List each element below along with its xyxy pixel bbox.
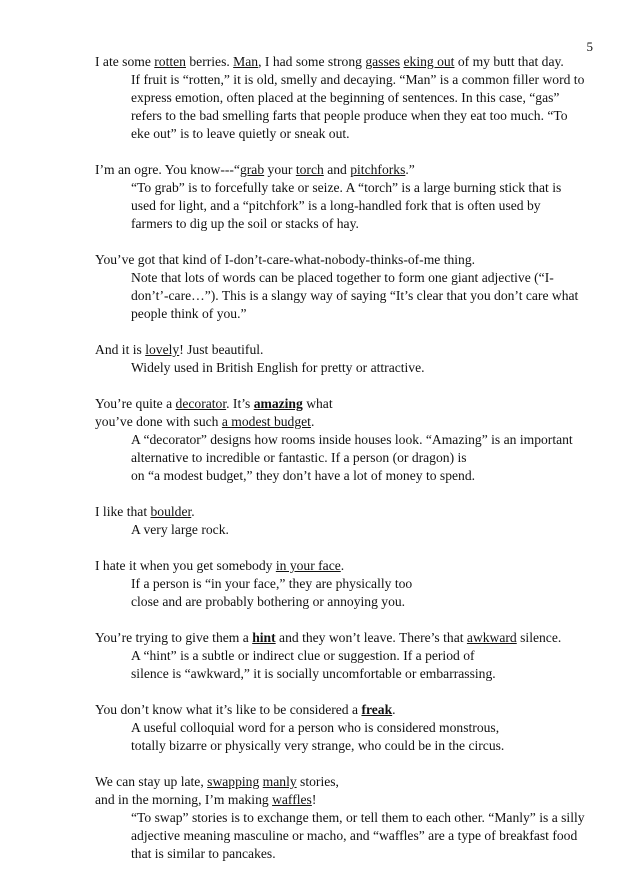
vocabulary-term: waffles [272,792,312,807]
explanation-line: alternative to incredible or fantastic. If a person (or dragon) is [131,450,467,465]
vocabulary-term-bold: amazing [253,396,303,411]
quote-line [95,629,600,647]
vocabulary-entry [95,773,600,863]
quote-text: of my butt that day. [454,54,564,69]
quote-line [95,161,600,179]
quote-text: and [323,162,351,177]
explanation-line: don’t’-care…”). This is a slangy way of saying “It’s clear that you don’t care what [131,288,579,303]
explanation-line: A useful colloquial word for a person who is considered monstrous, [131,720,500,735]
explanation-line: A “hint” is a subtle or indirect clue or suggestion. If a period of [131,648,475,663]
quote-line [95,413,600,431]
vocabulary-entry [95,557,600,611]
quote-text: ! [311,792,317,807]
quote-text: You’ve got that kind of I-don’t-care-what-nobody-thinks-of-me thing. [95,252,476,267]
explanation-line: A “decorator” designs how rooms inside houses look. “Amazing” is an important [131,432,573,447]
explanation-line: “To grab” is to forcefully take or seize. A “torch” is a large burning stick that is [131,180,562,195]
quote-text: what [302,396,333,411]
explanation-line: that is similar to pancakes. [131,846,276,861]
explanation-line: refers to the bad smelling farts that people produce when they eat too much. “To [131,108,568,123]
vocabulary-term: grab [239,162,265,177]
quote-text: you’ve done with such [95,414,222,429]
explanation-line: used for light, and a “pitchfork” is a long-handled fork that is often used by [131,198,541,213]
vocabulary-term: lovely [145,342,180,357]
vocabulary-entry [95,53,600,143]
explanation-line: silence is “awkward,” it is socially uncomfortable or embarrassing. [131,666,496,681]
quote-text: .” [405,162,415,177]
quote-line [95,53,600,71]
explanation-line: eke out” is to leave quietly or sneak out. [131,126,350,141]
vocabulary-entry [95,251,600,323]
explanation-line: Note that lots of words can be placed together to form one giant adjective (“I- [131,270,554,285]
quote-text: . [340,558,345,573]
explanation-line: adjective meaning masculine or macho, and “waffles” are a type of breakfast food [131,828,578,843]
explanation-line: If fruit is “rotten,” it is old, smelly and decaying. “Man” is a common filler word to [131,72,585,87]
vocabulary-term: Man [233,54,259,69]
quote-line [95,701,600,719]
vocabulary-term: eking out [403,54,455,69]
quote-text: ! Just beautiful. [179,342,264,357]
quote-text: your [264,162,296,177]
vocabulary-term: awkward [466,630,517,645]
vocabulary-term: boulder [150,504,192,519]
page-number: 5 [586,39,593,54]
explanation-line: “To swap” stories is to exchange them, or tell them to each other. “Manly” is a silly [131,810,585,825]
vocabulary-term: decorator [175,396,227,411]
quote-text: and in the morning, I’m making [95,792,273,807]
quote-text: You don’t know what it’s like to be considered a [95,702,362,717]
quote-line [95,395,600,413]
quote-text: berries. [185,54,234,69]
quote-line [95,251,600,269]
quote-line [95,791,600,809]
vocabulary-entry [95,701,600,755]
vocabulary-term-bold: hint [252,630,276,645]
quote-text: . It’s [226,396,254,411]
vocabulary-term: manly [262,774,297,789]
vocabulary-term: pitchforks [350,162,406,177]
explanation-line: people think of you.” [131,306,247,321]
vocabulary-term: swapping [207,774,260,789]
explanation-line: on “a modest budget,” they don’t have a lot of money to spend. [131,468,476,483]
quote-text: stories, [296,774,339,789]
vocabulary-entry [95,629,600,683]
quote-text: . [310,414,315,429]
vocabulary-term-bold: freak [361,702,393,717]
quote-line [95,341,600,359]
vocabulary-entry [95,161,600,233]
vocabulary-term: gasses [365,54,401,69]
vocabulary-entry [95,503,600,539]
quote-text: I hate it when you get somebody [95,558,276,573]
vocabulary-entries [95,53,600,881]
quote-text: And it is [95,342,146,357]
quote-text: and they won’t leave. There’s that [275,630,467,645]
quote-text: silence. [516,630,562,645]
quote-text: . [392,702,396,717]
vocabulary-entry [95,341,600,377]
quote-line [95,557,600,575]
quote-text: We can stay up late, [95,774,208,789]
vocabulary-term: in your face [275,558,341,573]
quote-text: You’re trying to give them a [95,630,253,645]
explanation-line: farmers to dig up the soil or stacks of hay. [131,216,359,231]
explanation-line: totally bizarre or physically very strange, who could be in the circus. [131,738,505,753]
explanation-line: Widely used in British English for pretty or attractive. [131,360,425,375]
explanation-line: If a person is “in your face,” they are physically too [131,576,413,591]
quote-text: . [191,504,195,519]
vocabulary-term: rotten [154,54,186,69]
quote-line [95,773,600,791]
quote-text: I ate some [95,54,155,69]
quote-text: I like that [95,504,151,519]
explanation-line: express emotion, often placed at the beginning of sentences. In this case, “gas” [131,90,560,105]
explanation-line: close and are probably bothering or annoying you. [131,594,406,609]
quote-text: You’re quite a [95,396,176,411]
vocabulary-term: torch [295,162,324,177]
vocabulary-term: a modest budget [221,414,311,429]
quote-text: , I had some strong [258,54,366,69]
explanation-line: A very large rock. [131,522,229,537]
vocabulary-entry [95,395,600,485]
quote-line [95,503,600,521]
quote-text: I’m an ogre. You know---“ [95,162,240,177]
